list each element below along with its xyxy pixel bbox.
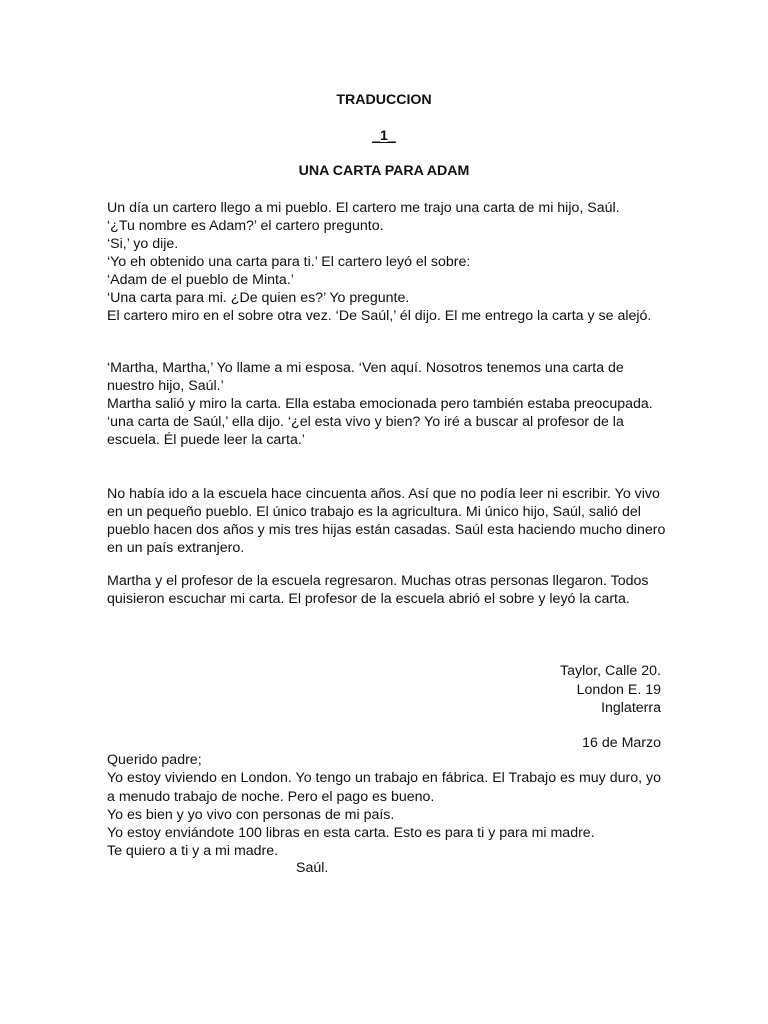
letter-line: Querido padre; [107,752,202,768]
document-title: TRADUCCION [336,92,432,108]
letter-line: Te quiero a ti y a mi madre. [107,843,279,860]
letter-line: Yo estoy viviendo en London. Yo tengo un trabajo en fábrica. El Trabajo es muy duro, yo a menudo trabajo de noche. Pero el pago es bueno. [107,770,661,805]
chapter-number [0,128,768,144]
paragraph-line: ‘¿Tu nombre es Adam?’ el cartero pregunto. [107,218,384,234]
paragraph-4 [107,572,667,608]
letter-body [107,751,667,861]
letter-line: Yo es bien y yo vivo con personas de mi país. [107,806,395,823]
paragraph-3 [107,485,667,557]
paragraph-line: ‘Yo eh obtenido una carta para ti.’ El cartero leyó el sobre: [107,254,471,270]
paragraph-line: Un día un cartero llego a mi pueblo. El cartero me trajo una carta de mi hijo, Saúl. [107,200,620,216]
sender-address [560,662,661,718]
paragraph-line: ‘una carta de Saúl,’ ella dijo. ‘¿el esta vivo y bien? Yo iré a buscar al profesor de la escuela. Él puede leer la carta.’ [107,414,624,448]
chapter-number-text: _1_ [372,128,396,144]
letter-signature: Saúl. [296,860,329,876]
paragraph-line: ‘Martha, Martha,’ Yo llame a mi esposa. ‘Ven aquí. Nosotros tenemos una carta de nuestro hijo, Saúl.’ [107,360,624,394]
paragraph-line: ‘Si,’ yo dije. [107,236,179,252]
address-line: Inglaterra [601,700,661,716]
paragraph-line: Martha salió y miro la carta. Ella estaba emocionada pero también estaba preocupada. [107,396,653,412]
letter-date: 16 de Marzo [582,735,661,751]
letter-line: Yo estoy enviándote 100 libras en esta carta. Esto es para ti y para mi madre. [107,825,595,842]
paragraph-1 [107,199,667,325]
paragraph-line: ‘Adam de el pueblo de Minta.’ [107,272,294,288]
story-title: UNA CARTA PARA ADAM [298,163,470,179]
paragraph-2 [107,359,667,449]
paragraph-line: Martha y el profesor de la escuela regresaron. Muchas otras personas llegaron. Todos quisieron escuchar mi carta. El profesor de la escuela abrió el sobre y leyó la carta. [107,573,649,607]
paragraph-line: ‘Una carta para mi. ¿De quien es?’ Yo pregunte. [107,290,410,306]
paragraph-line: El cartero miro en el sobre otra vez. ‘De Saúl,’ él dijo. El me entrego la carta y se alejó. [107,308,652,324]
address-line: Taylor, Calle 20. [560,663,661,679]
paragraph-line: No había ido a la escuela hace cincuenta años. Así que no podía leer ni escribir. Yo vivo en un pequeño pueblo. El único trabajo es la agricultura. Mi único hijo, Saúl, salió del pueblo hacen dos años y mis tres hijas están casadas. Saúl esta haciendo mucho dinero en un país extranjero. [107,486,666,556]
address-line: London E. 19 [576,681,661,698]
